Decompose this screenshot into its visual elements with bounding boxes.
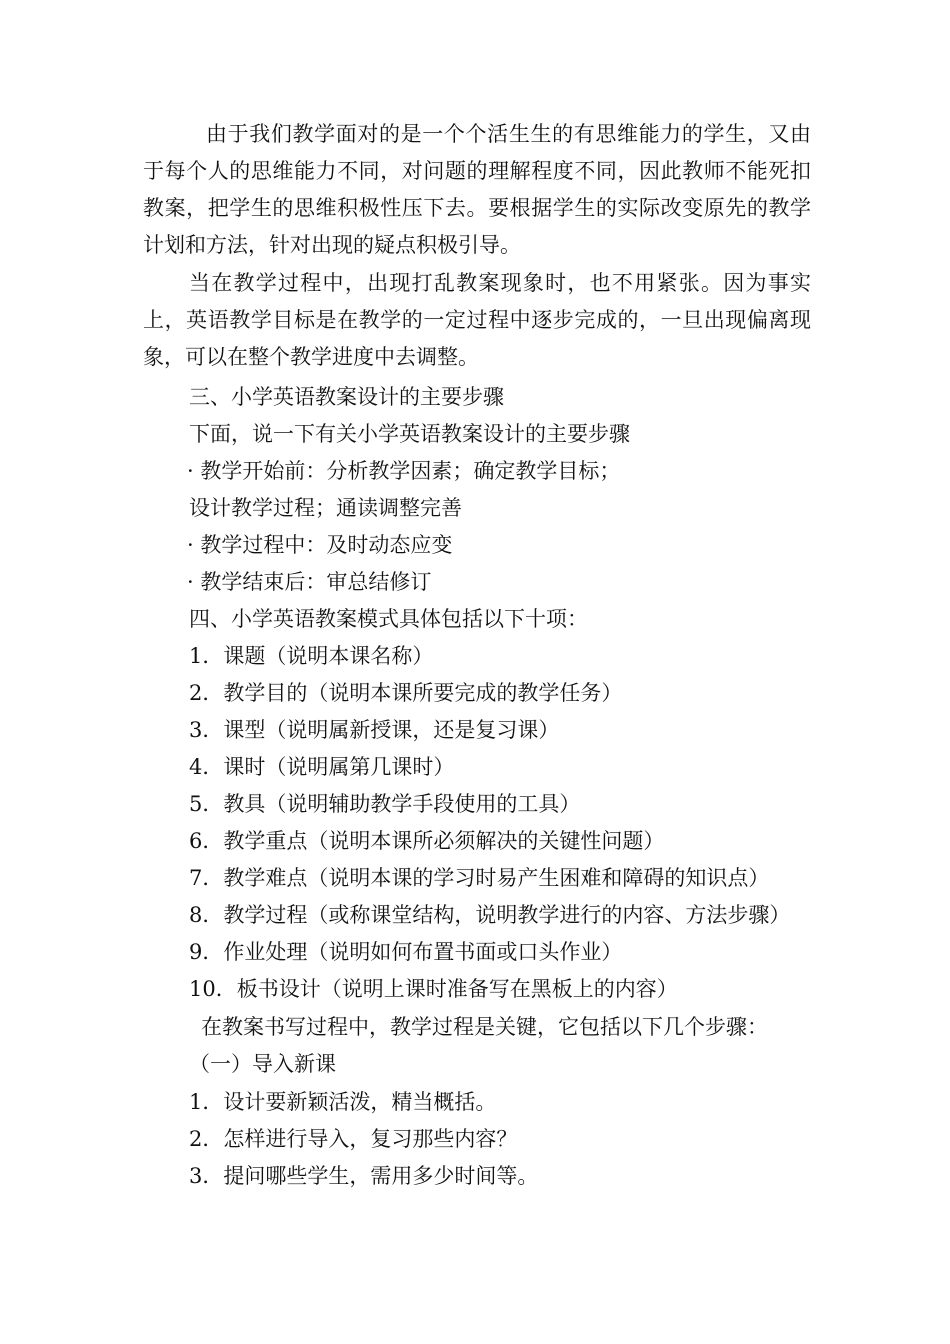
list-item: 2．怎样进行导入，复习那些内容？	[189, 1127, 518, 1151]
list-item: 5．教具（说明辅助教学手段使用的工具）	[189, 792, 581, 816]
list-item: 4．课时（说明属第几课时）	[189, 755, 455, 779]
list-item: 7．教学难点（说明本课的学习时易产生困难和障碍的知识点）	[189, 866, 770, 890]
list-item: 1．课题（说明本课名称）	[189, 644, 434, 668]
list-item: 10．板书设计（说明上课时准备写在黑板上的内容）	[189, 977, 678, 1001]
text-line: 在教案书写过程中，教学过程是关键，它包括以下几个步骤：	[201, 1015, 768, 1039]
heading-section-four: 四、小学英语教案模式具体包括以下十项：	[189, 607, 588, 631]
subheading: （一）导入新课	[189, 1052, 336, 1076]
list-item: 3．提问哪些学生，需用多少时间等。	[189, 1164, 539, 1188]
text-line: 设计教学过程；通读调整完善	[189, 496, 462, 520]
paragraph-teaching-flexibility: 由于我们教学面对的是一个个活生生的有思维能力的学生，又由于每个人的思维能力不同，对问题的理解程度不同，因此教师不能死扣教案，把学生的思维积极性压下去。要根据学生的实际改变原先的教学计划和方法，针对出现的疑点积极引导。	[143, 122, 811, 257]
list-item: 2．教学目的（说明本课所要完成的教学任务）	[189, 681, 623, 705]
bullet-item: · 教学过程中：及时动态应变	[187, 533, 453, 557]
list-item: 1．设计要新颖活泼，精当概括。	[189, 1090, 497, 1114]
text-line: 下面，说一下有关小学英语教案设计的主要步骤	[189, 422, 630, 446]
list-item: 8．教学过程（或称课堂结构，说明教学进行的内容、方法步骤）	[189, 903, 791, 927]
bullet-item: · 教学结束后：审总结修订	[187, 570, 432, 594]
heading-section-three: 三、小学英语教案设计的主要步骤	[189, 385, 504, 409]
list-item: 3．课型（说明属新授课，还是复习课）	[189, 718, 560, 742]
list-item: 9．作业处理（说明如何布置书面或口头作业）	[189, 940, 623, 964]
bullet-item: · 教学开始前：分析教学因素；确定教学目标；	[187, 459, 621, 483]
list-item: 6．教学重点（说明本课所必须解决的关键性问题）	[189, 829, 665, 853]
paragraph-adjustment: 当在教学过程中，出现打乱教案现象时，也不用紧张。因为事实上，英语教学目标是在教学的一定过程中逐步完成的，一旦出现偏离现象，可以在整个教学进度中去调整。	[143, 271, 811, 369]
